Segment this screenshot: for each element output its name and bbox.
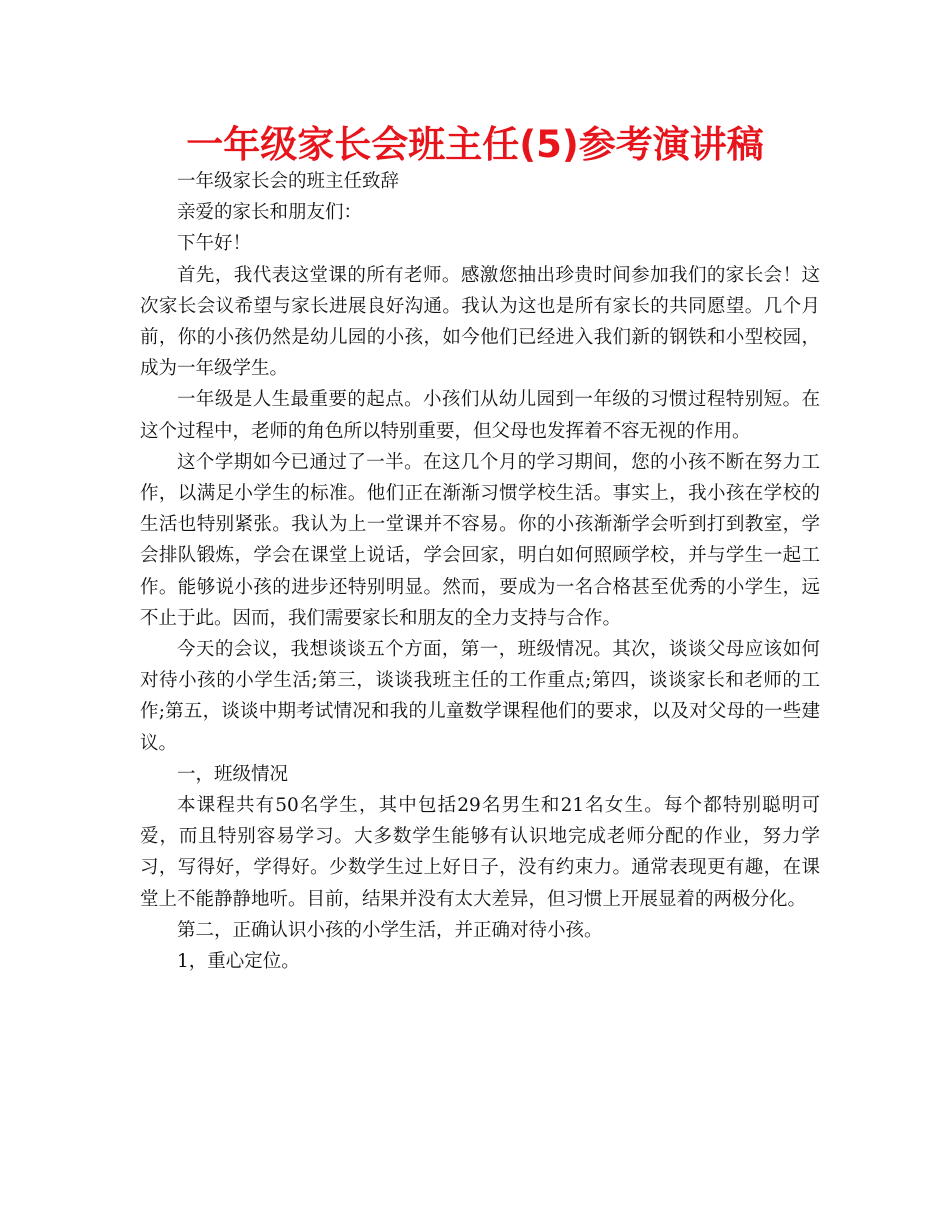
paragraph-semester: 这个学期如今已通过了一半。在这几个月的学习期间，您的小孩不断在努力工作，以满足小学生的标准。他们正在渐渐习惯学校生活。事实上，我小孩在学校的生活也特别紧张。我认为上一堂课并不容易。你的小孩渐渐学会听到打到教室，学会排队锻炼，学会在课堂上说话，学会回家，明白如何照顾学校，并与学生一起工作。能够说小孩的进步还特别明显。然而，要成为一名合格甚至优秀的小学生，远不止于此。因而，我们需要家长和朋友的全力支持与合作。	[140, 451, 820, 629]
section-heading-class-situation: 一，班级情况	[177, 763, 289, 785]
document-title: 一年级家长会班主任(5)参考演讲稿	[186, 123, 764, 166]
paragraph-agenda: 今天的会议，我想谈谈五个方面，第一，班级情况。其次，谈谈父母应该如何对待小孩的小学生活;第三，谈谈我班主任的工作重点;第四，谈谈家长和老师的工作;第五，谈谈中期考试情况和我的儿童数学课程他们的要求，以及对父母的一些建议。	[140, 639, 820, 754]
subsection-heading-focus: 1，重心定位。	[177, 951, 300, 973]
paragraph-subtitle: 一年级家长会的班主任致辞	[177, 171, 400, 192]
paragraph-salutation: 亲爱的家长和朋友们：	[177, 202, 363, 224]
paragraph-greeting: 下午好！	[177, 233, 252, 255]
document-body	[140, 166, 820, 977]
paragraph-intro: 首先，我代表这堂课的所有老师。感激您抽出珍贵时间参加我们的家长会！这次家长会议希望与家长进展良好沟通。我认为这也是所有家长的共同愿望。几个月前，你的小孩仍然是幼儿园的小孩，如今他们已经进入我们新的钢铁和小型校园，成为一年级学生。	[140, 264, 820, 380]
paragraph-first-grade: 一年级是人生最重要的起点。小孩们从幼儿园到一年级的习惯过程特别短。在这个过程中，老师的角色所以特别重要，但父母也发挥着不容无视的作用。	[140, 389, 820, 442]
section-heading-second: 第二，正确认识小孩的小学生活，并正确对待小孩。	[177, 919, 603, 941]
paragraph-class-situation: 本课程共有50名学生，其中包括29名男生和21名女生。每个都特别聪明可爱，而且特别容易学习。大多数学生能够有认识地完成老师分配的作业，努力学习，写得好，学得好。少数学生过上好日子，没有约束力。通常表现更有趣，在课堂上不能静静地听。目前，结果并没有太大差异，但习惯上开展显着的两极分化。	[140, 795, 820, 910]
